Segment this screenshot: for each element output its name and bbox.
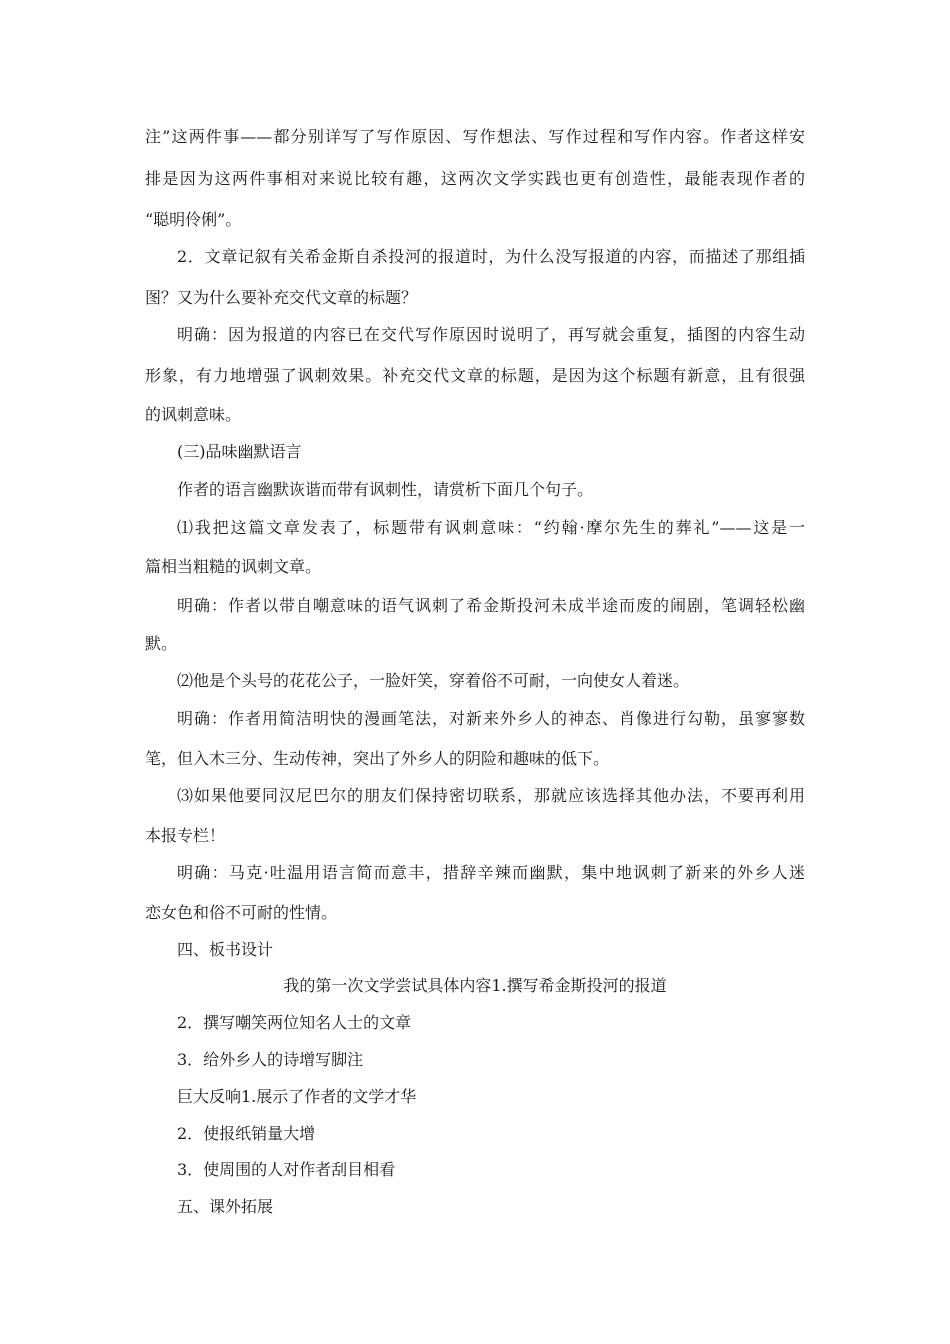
answer-line: 形象，有力地增强了讽刺效果。补充交代文章的标题，是因为这个标题有新意，且有很强 (145, 366, 805, 385)
quote-line: 本报专栏！ (145, 826, 226, 845)
section-heading: (三)品味幽默语言 (177, 442, 302, 461)
question-line: 2．文章记叙有关希金斯自杀投河的报道时，为什么没写报道的内容，而描述了那组插 (177, 247, 805, 266)
answer-line: 默。 (145, 634, 178, 653)
quote-line: ⑶如果他要同汉尼巴尔的朋友们保持密切联系，那就应该选择其他办法，不要再利用 (177, 786, 805, 805)
answer-line: 明确：作者以带自嘲意味的语气讽刺了希金斯投河未成半途而废的闹剧，笔调轻松幽 (177, 596, 805, 615)
answer-line: 明确：作者用简洁明快的漫画笔法，对新来外乡人的神态、肖像进行勾勒，虽寥寥数 (177, 709, 805, 728)
answer-line: 笔，但入木三分、生动传神，突出了外乡人的阴险和趣味的低下。 (145, 749, 610, 768)
answer-line: 恋女色和俗不可耐的性情。 (145, 903, 338, 922)
paragraph-line: 作者的语言幽默诙谐而带有讽刺性，请赏析下面几个句子。 (177, 480, 594, 499)
quote-line: ⑴我把这篇文章发表了，标题带有讽刺意味：“约翰·摩尔先生的葬礼”——这是一 (177, 518, 805, 537)
board-line: 2．撰写嘲笑两位知名人士的文章 (177, 1013, 412, 1032)
question-line: 图？又为什么要补充交代文章的标题？ (145, 288, 418, 307)
board-line: 3．使周围的人对作者刮目相看 (177, 1160, 396, 1179)
board-line: 3．给外乡人的诗增写脚注 (177, 1050, 364, 1069)
section-heading: 四、板书设计 (177, 940, 274, 959)
paragraph-line: “聪明伶俐”。 (145, 210, 242, 229)
board-line: 我的第一次文学尝试具体内容1.撰写希金斯投河的报道 (283, 976, 667, 995)
paragraph-line: 注”这两件事——都分别详写了写作原因、写作想法、写作过程和写作内容。作者这样安 (145, 127, 805, 146)
section-heading: 五、课外拓展 (177, 1197, 274, 1216)
board-line: 2．使报纸销量大增 (177, 1124, 316, 1143)
answer-line: 明确：马克·吐温用语言简而意丰，措辞辛辣而幽默，集中地讽刺了新来的外乡人迷 (177, 863, 805, 882)
paragraph-line: 排是因为这两件事相对来说比较有趣，这两次文学实践也更有创造性，最能表现作者的 (145, 169, 805, 188)
board-line: 巨大反响1.展示了作者的文学才华 (177, 1087, 417, 1106)
quote-line: 篇相当粗糙的讽刺文章。 (145, 557, 322, 576)
quote-line: ⑵他是个头号的花花公子，一脸奸笑，穿着俗不可耐，一向使女人着迷。 (177, 671, 690, 690)
answer-line: 的讽刺意味。 (145, 405, 242, 424)
answer-line: 明确：因为报道的内容已在交代写作原因时说明了，再写就会重复，插图的内容生动 (177, 325, 805, 344)
